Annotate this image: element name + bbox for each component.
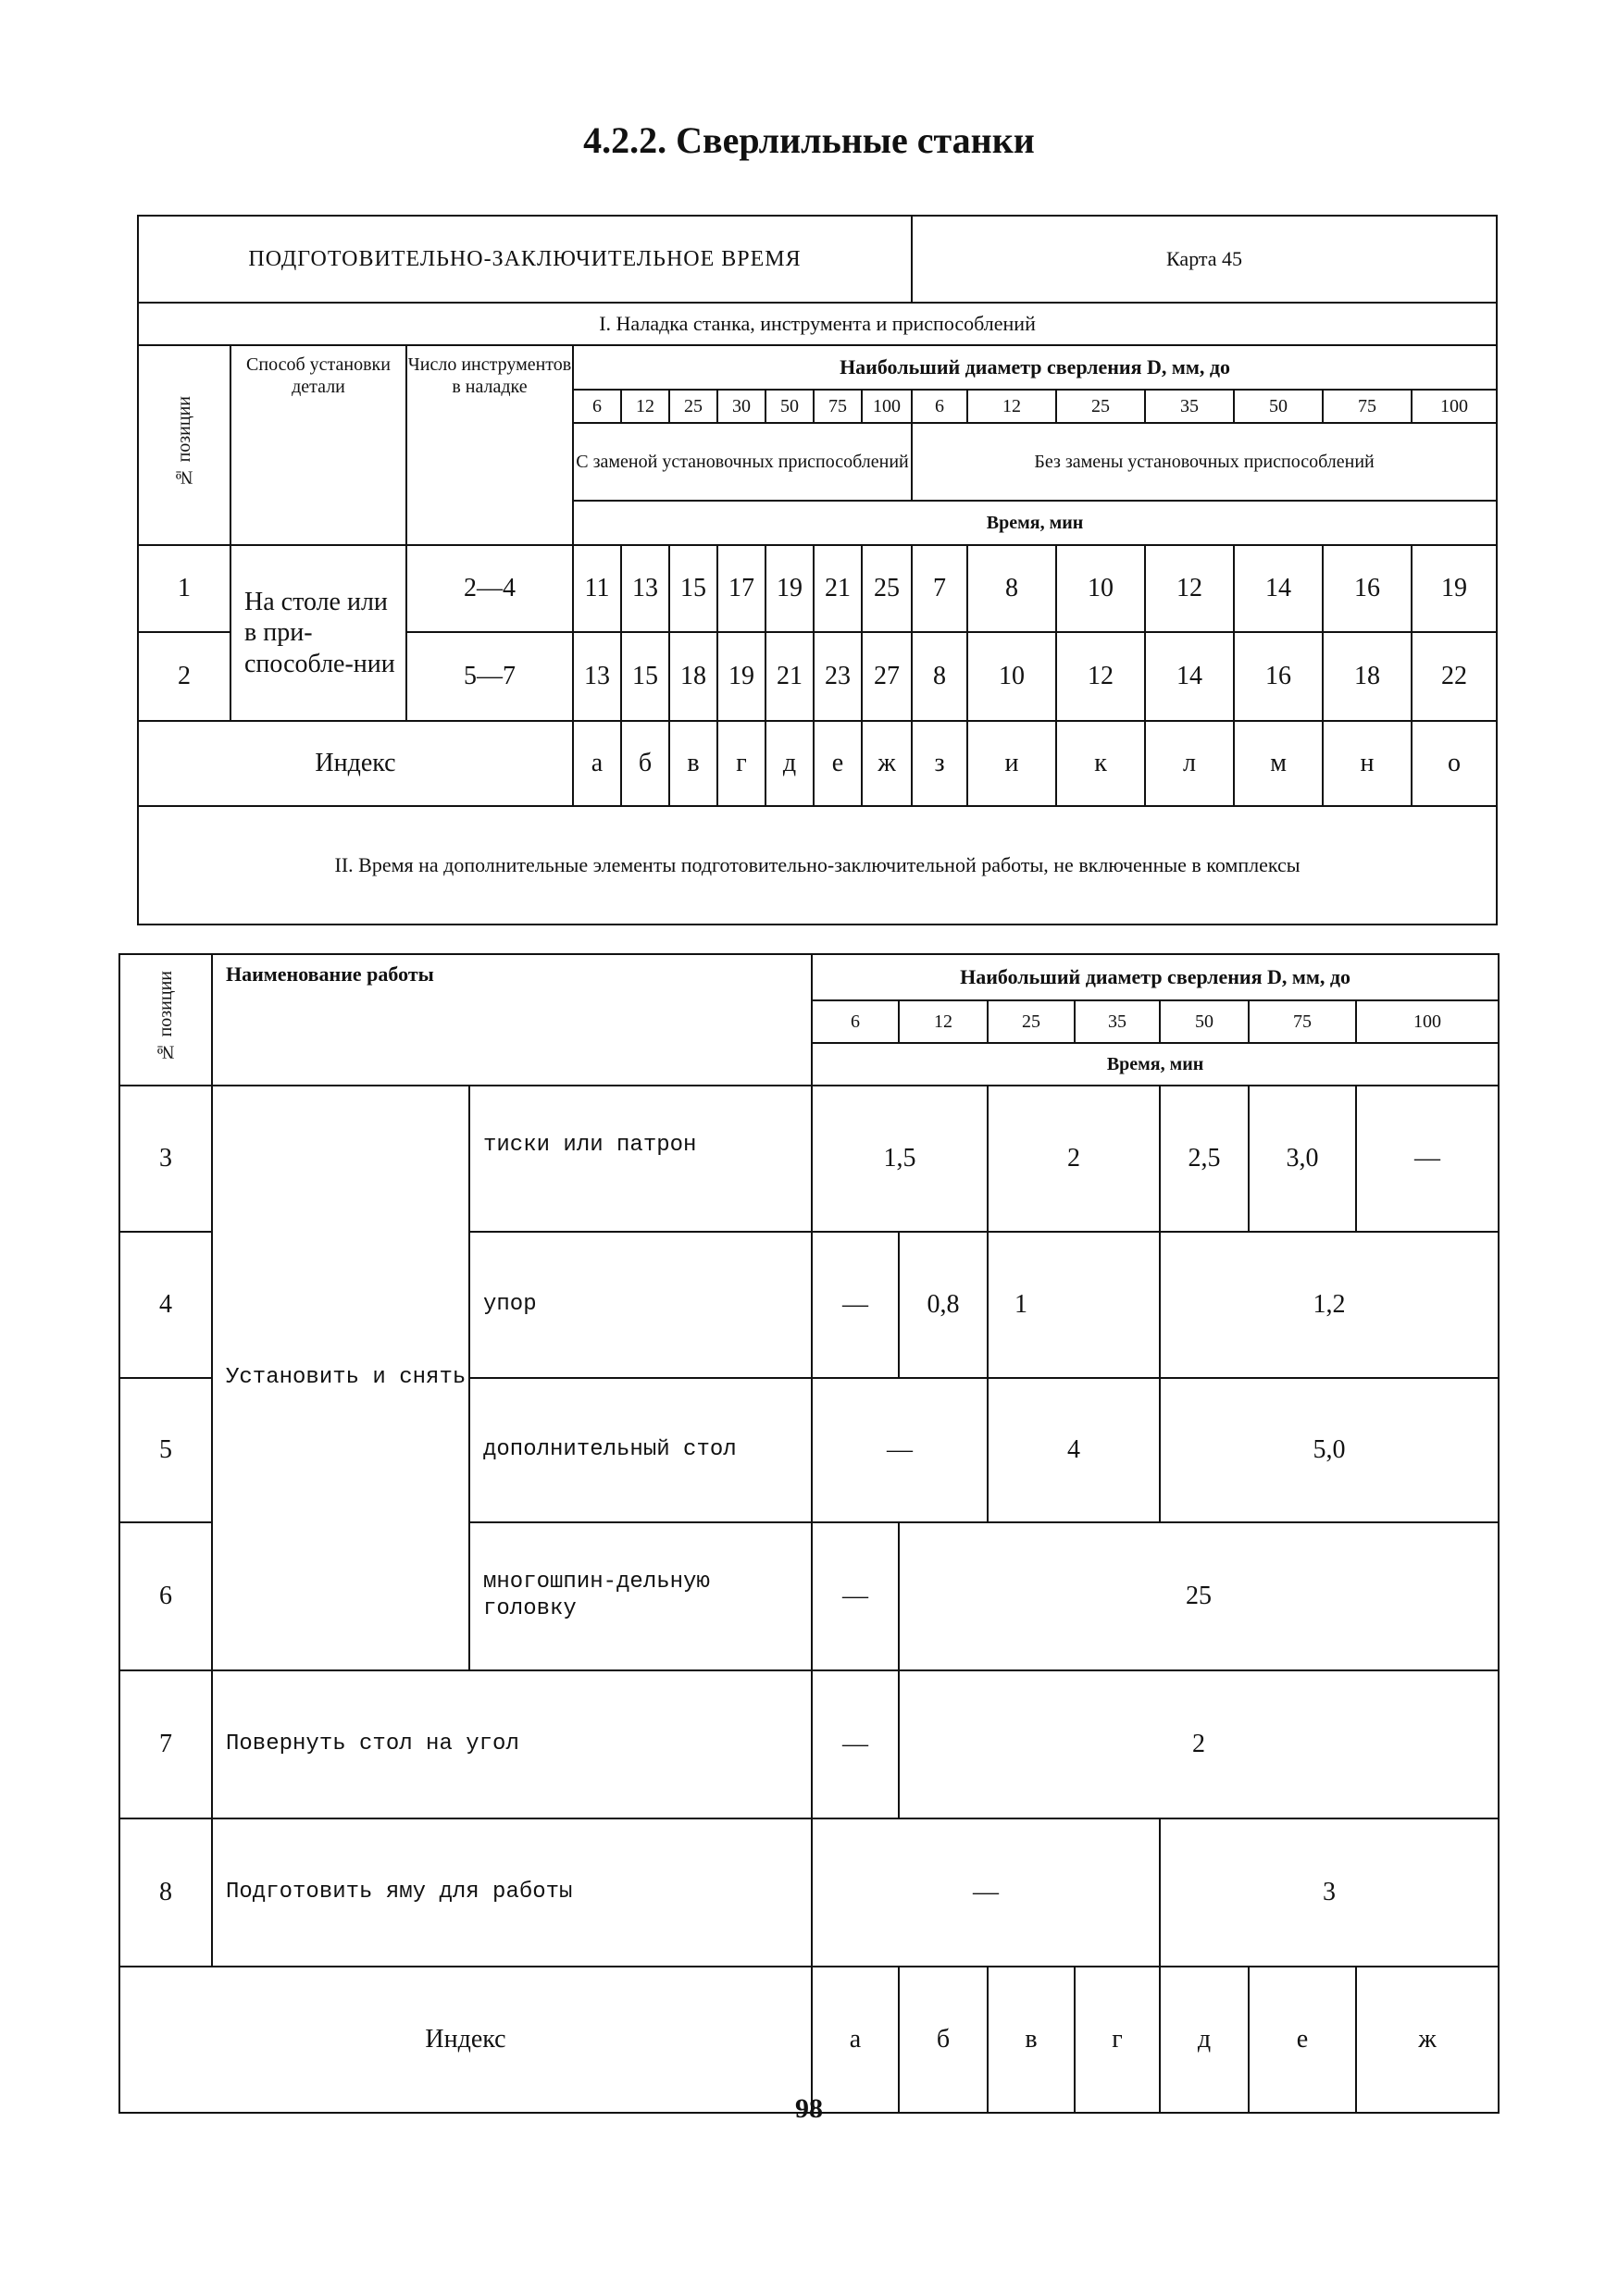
diameter-cell: 12: [967, 390, 1056, 423]
time-cell: 19: [765, 545, 814, 632]
time-label: Время, мин: [812, 1043, 1499, 1086]
page-number: 98: [795, 2093, 823, 2124]
position-header: № позиции: [138, 345, 230, 545]
time-cell: 3: [1160, 1818, 1499, 1967]
diameter-cell: 6: [573, 390, 621, 423]
time-cell: 4: [988, 1378, 1160, 1522]
time-cell: 22: [1412, 632, 1497, 721]
diameter-cell: 75: [1323, 390, 1412, 423]
method-value: На столе или в при-способле-нии: [230, 545, 406, 721]
header-title: ПОДГОТОВИТЕЛЬНО-ЗАКЛЮЧИТЕЛЬНОЕ ВРЕМЯ: [138, 216, 912, 303]
time-cell: —: [812, 1818, 1160, 1967]
index-cell: г: [717, 721, 765, 806]
index-cell: ж: [1356, 1967, 1499, 2113]
tools-value: 5—7: [406, 632, 573, 721]
index-cell: и: [967, 721, 1056, 806]
index-cell: ж: [862, 721, 912, 806]
work-name: дополнительный стол: [469, 1378, 812, 1522]
diameter-cell: 75: [1249, 1000, 1356, 1043]
time-cell: 2: [988, 1086, 1160, 1232]
time-cell: 12: [1056, 632, 1145, 721]
time-cell: 3,0: [1249, 1086, 1356, 1232]
work-name: тиски или патрон: [469, 1086, 812, 1232]
time-cell: 18: [669, 632, 717, 721]
diameter-header: Наибольший диаметр сверления D, мм, до: [573, 345, 1497, 390]
time-cell: 12: [1145, 545, 1234, 632]
index-cell: в: [669, 721, 717, 806]
diameter-cell: 25: [669, 390, 717, 423]
work-name: Повернуть стол на угол: [212, 1670, 812, 1818]
row-position: 1: [138, 545, 230, 632]
index-cell: а: [812, 1967, 899, 2113]
index-cell: д: [765, 721, 814, 806]
row-position: 6: [119, 1522, 212, 1670]
time-cell: 25: [862, 545, 912, 632]
time-cell: 19: [1412, 545, 1497, 632]
additional-elements-table: [118, 953, 1500, 2114]
index-cell: г: [1075, 1967, 1160, 2113]
time-cell: 17: [717, 545, 765, 632]
time-cell: 16: [1323, 545, 1412, 632]
work-name: упор: [469, 1232, 812, 1378]
time-cell: —: [812, 1232, 899, 1378]
time-cell: 21: [814, 545, 862, 632]
time-cell: 8: [967, 545, 1056, 632]
time-cell: 1,5: [812, 1086, 988, 1232]
diameter-cell: 35: [1075, 1000, 1160, 1043]
time-cell: 13: [621, 545, 669, 632]
index-cell: д: [1160, 1967, 1249, 2113]
time-cell: 5,0: [1160, 1378, 1499, 1522]
time-cell: 2: [899, 1670, 1499, 1818]
diameter-cell: 100: [1412, 390, 1497, 423]
work-name: Подготовить яму для работы: [212, 1818, 812, 1967]
diameter-cell: 50: [1160, 1000, 1249, 1043]
setup-time-table: [137, 215, 1498, 925]
section2-title: II. Время на дополнительные элементы подготовительно-заключительной работы, не включенные в комплексы: [138, 806, 1497, 925]
index-cell: а: [573, 721, 621, 806]
method-header: Способ установки детали: [230, 345, 406, 545]
work-name: многошпин-дельную головку: [469, 1522, 812, 1670]
diameter-cell: 100: [1356, 1000, 1499, 1043]
time-cell: 25: [899, 1522, 1499, 1670]
tools-value: 2—4: [406, 545, 573, 632]
time-cell: —: [1356, 1086, 1499, 1232]
group-without-replacement: Без замены установочных приспособлений: [912, 423, 1497, 501]
time-cell: —: [812, 1378, 988, 1522]
page-title: 4.2.2. Сверлильные станки: [583, 119, 1035, 161]
row-position: 5: [119, 1378, 212, 1522]
time-cell: 27: [862, 632, 912, 721]
diameter-cell: 25: [1056, 390, 1145, 423]
time-cell: 8: [912, 632, 967, 721]
diameter-cell: 100: [862, 390, 912, 423]
time-cell: 1,2: [1160, 1232, 1499, 1378]
diameter-cell: 50: [765, 390, 814, 423]
time-cell: 13: [573, 632, 621, 721]
time-cell: 2,5: [1160, 1086, 1249, 1232]
time-cell: 19: [717, 632, 765, 721]
install-remove-group: Установить и снять: [212, 1086, 469, 1670]
diameter-cell: 50: [1234, 390, 1323, 423]
index-cell: е: [1249, 1967, 1356, 2113]
diameter-cell: 12: [621, 390, 669, 423]
index-label: Индекс: [119, 1967, 812, 2113]
diameter-cell: 12: [899, 1000, 988, 1043]
index-label: Индекс: [138, 721, 573, 806]
time-cell: 23: [814, 632, 862, 721]
index-cell: б: [899, 1967, 988, 2113]
diameter-cell: 6: [812, 1000, 899, 1043]
diameter-header: Наибольший диаметр сверления D, мм, до: [812, 954, 1499, 1000]
time-cell: 11: [573, 545, 621, 632]
time-cell: 14: [1234, 545, 1323, 632]
group-with-replacement: С заменой установочных приспособлений: [573, 423, 912, 501]
time-cell: 7: [912, 545, 967, 632]
time-cell: 15: [669, 545, 717, 632]
time-cell: 10: [967, 632, 1056, 721]
time-cell: 1: [988, 1232, 1160, 1378]
index-cell: з: [912, 721, 967, 806]
diameter-cell: 30: [717, 390, 765, 423]
row-position: 7: [119, 1670, 212, 1818]
row-position: 4: [119, 1232, 212, 1378]
diameter-cell: 75: [814, 390, 862, 423]
index-cell: м: [1234, 721, 1323, 806]
index-cell: в: [988, 1967, 1075, 2113]
time-cell: —: [812, 1522, 899, 1670]
index-cell: б: [621, 721, 669, 806]
time-cell: 16: [1234, 632, 1323, 721]
time-cell: —: [812, 1670, 899, 1818]
row-position: 3: [119, 1086, 212, 1232]
time-label: Время, мин: [573, 501, 1497, 545]
time-cell: 18: [1323, 632, 1412, 721]
time-cell: 14: [1145, 632, 1234, 721]
diameter-cell: 6: [912, 390, 967, 423]
time-cell: 10: [1056, 545, 1145, 632]
diameter-cell: 25: [988, 1000, 1075, 1043]
row-position: 8: [119, 1818, 212, 1967]
work-name-header: Наименование работы: [212, 954, 812, 1086]
diameter-cell: 35: [1145, 390, 1234, 423]
row-position: 2: [138, 632, 230, 721]
index-cell: к: [1056, 721, 1145, 806]
time-cell: 15: [621, 632, 669, 721]
index-cell: л: [1145, 721, 1234, 806]
tools-header: Число инструментов в наладке: [406, 345, 573, 545]
position-header: № позиции: [119, 954, 212, 1086]
card-number: Карта 45: [912, 216, 1497, 303]
time-cell: 0,8: [899, 1232, 988, 1378]
time-cell: 21: [765, 632, 814, 721]
index-cell: е: [814, 721, 862, 806]
index-cell: н: [1323, 721, 1412, 806]
section1-title: I. Наладка станка, инструмента и приспособлений: [138, 303, 1497, 345]
index-cell: о: [1412, 721, 1497, 806]
